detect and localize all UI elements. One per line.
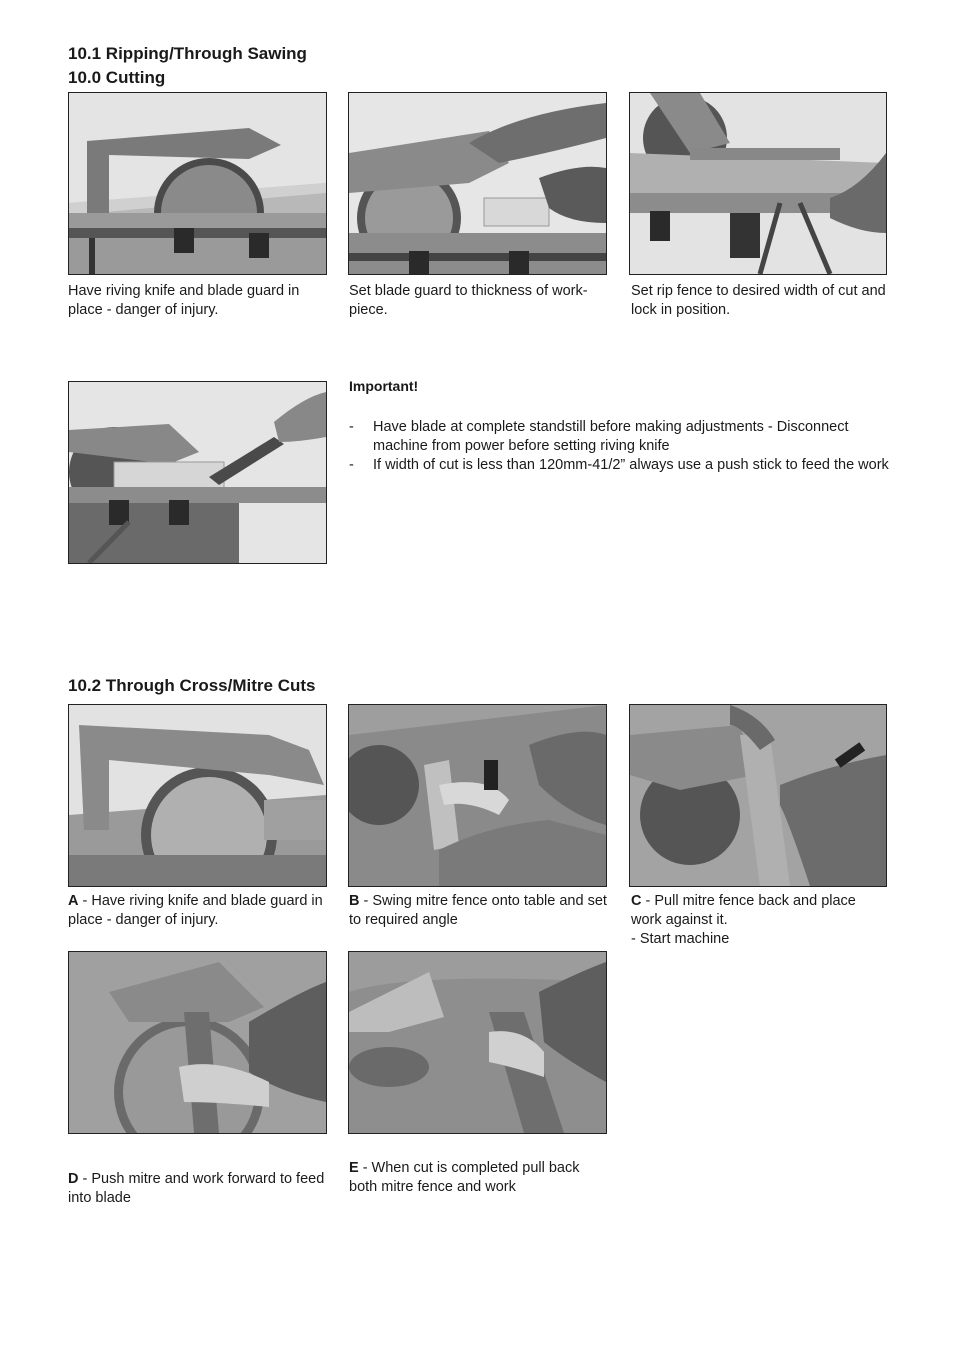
step-label: B: [349, 893, 360, 909]
caption-step-c: [631, 892, 889, 949]
photo-step-b: [348, 704, 607, 887]
important-title: Important!: [349, 378, 419, 394]
step-text: - Push mitre and work forward to feed into blade: [68, 1171, 325, 1206]
caption-step-b: [349, 892, 607, 930]
bullet-dash: -: [349, 419, 354, 435]
step-text: - When cut is completed pull back both mitre fence and work: [349, 1160, 580, 1195]
step-text: - Pull mitre fence back and place work against it.: [631, 893, 856, 928]
important-item-text: If width of cut is less than 120mm-41/2” always use a push stick to feed the work: [373, 457, 889, 473]
photo-step-e: [348, 951, 607, 1134]
important-item-text: Have blade at complete standstill before making adjustments - Disconnect machine from power before setting riving knife: [373, 419, 849, 454]
caption-riving-knife: Have riving knife and blade guard in place - danger of injury.: [68, 283, 300, 318]
step-extra-text: - Start machine: [631, 931, 730, 947]
photo-step-d: [68, 951, 327, 1134]
photo-step-c: [629, 704, 887, 887]
heading-ripping: 10.1 Ripping/Through Sawing: [68, 44, 307, 63]
caption-step-a: [68, 892, 326, 930]
list-item: [349, 418, 889, 456]
photo-rip-fence: [629, 92, 887, 275]
bullet-dash: -: [349, 457, 354, 473]
step-label: E: [349, 1160, 359, 1176]
photo-riving-knife-guard: [68, 92, 327, 275]
caption-blade-guard: Set blade guard to thickness of work-piece.: [349, 283, 588, 318]
important-list: [349, 418, 889, 475]
step-label: A: [68, 893, 79, 909]
step-label: C: [631, 893, 642, 909]
caption-step-e: [349, 1159, 607, 1197]
photo-set-blade-guard: [348, 92, 607, 275]
caption-step-d: [68, 1170, 326, 1208]
list-item: [349, 456, 889, 475]
step-label: D: [68, 1171, 79, 1187]
step-text: - Swing mitre fence onto table and set to required angle: [349, 893, 607, 928]
photo-push-stick: [68, 381, 327, 564]
step-text: - Have riving knife and blade guard in place - danger of injury.: [68, 893, 323, 928]
photo-step-a: [68, 704, 327, 887]
heading-cutting: 10.0 Cutting: [68, 68, 166, 87]
caption-rip-fence: Set rip fence to desired width of cut and lock in position.: [631, 283, 886, 318]
heading-cross-mitre: 10.2 Through Cross/Mitre Cuts: [68, 676, 316, 695]
